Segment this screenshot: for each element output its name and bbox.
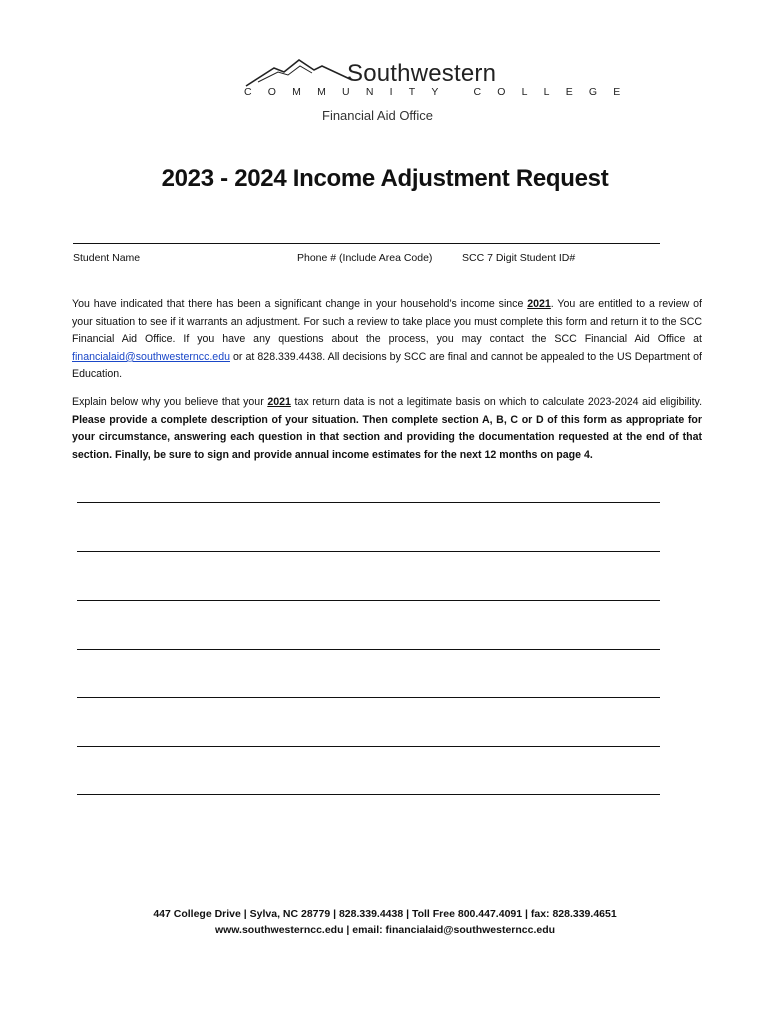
college-subname: COMMUNITY COLLEGE (244, 86, 637, 98)
footer-contact: www.southwesterncc.edu | email: financialaid@southwesterncc.edu (214, 924, 556, 936)
answer-line[interactable] (77, 551, 660, 552)
intro-year: 2021 (527, 298, 551, 310)
form-title: 2023 - 2024 Income Adjustment Request (161, 165, 609, 192)
answer-line[interactable] (77, 697, 660, 698)
mountain-logo-icon (244, 58, 354, 88)
phone-label: Phone # (Include Area Code) (297, 252, 433, 264)
financial-aid-email-link[interactable]: financialaid@southwesterncc.edu (72, 350, 230, 363)
intro-paragraph: You have indicated that there has been a significant change in your household’s income since 2021. You are entitled to a review of your situation to see if it warrants an adjustment. For such a review to take place you must complete this form and return it to the SCC Financial Aid Office. If you have any questions about the process, you may contact the SCC Financial Aid Office at financialaid@southwesterncc.edu or at 828.339.4438. All decisions by SCC are final and cannot be appealed to the US Department of Education. (72, 298, 702, 381)
answer-line[interactable] (77, 794, 660, 795)
explain-instructions: Please provide a complete description of your situation. Then complete section A, B, C or D of this form as appropriate for your circumstance, answering each question in that section and providing the documentation requested at the end of that section. Finally, be sure to sign and provide annual income estimates for the next 12 months on page 4. (72, 413, 702, 461)
answer-line[interactable] (77, 502, 660, 503)
answer-line[interactable] (77, 746, 660, 747)
footer-address: 447 College Drive | Sylva, NC 28779 | 828.339.4438 | Toll Free 800.447.4091 | fax: 828.339.4651 (153, 908, 617, 920)
student-info-line[interactable] (73, 243, 660, 244)
college-logo (244, 58, 637, 130)
office-name: Financial Aid Office (322, 108, 434, 123)
college-name: Southwestern (347, 60, 497, 87)
student-id-label: SCC 7 Digit Student ID# (462, 252, 576, 264)
answer-line[interactable] (77, 649, 660, 650)
explain-year: 2021 (267, 396, 291, 408)
student-name-label: Student Name (73, 252, 141, 264)
answer-line[interactable] (77, 600, 660, 601)
explain-paragraph: Explain below why you believe that your 2021 tax return data is not a legitimate basis on which to calculate 2023-2024 aid eligibility. Please provide a complete description of your situation. Then complete section A, B, C or D of this form as appropriate for your circumstance, answering each question in that section and providing the documentation requested at the end of that section. Finally, be sure to sign and provide annual income estimates for the next 12 months on page 4. (72, 396, 703, 461)
